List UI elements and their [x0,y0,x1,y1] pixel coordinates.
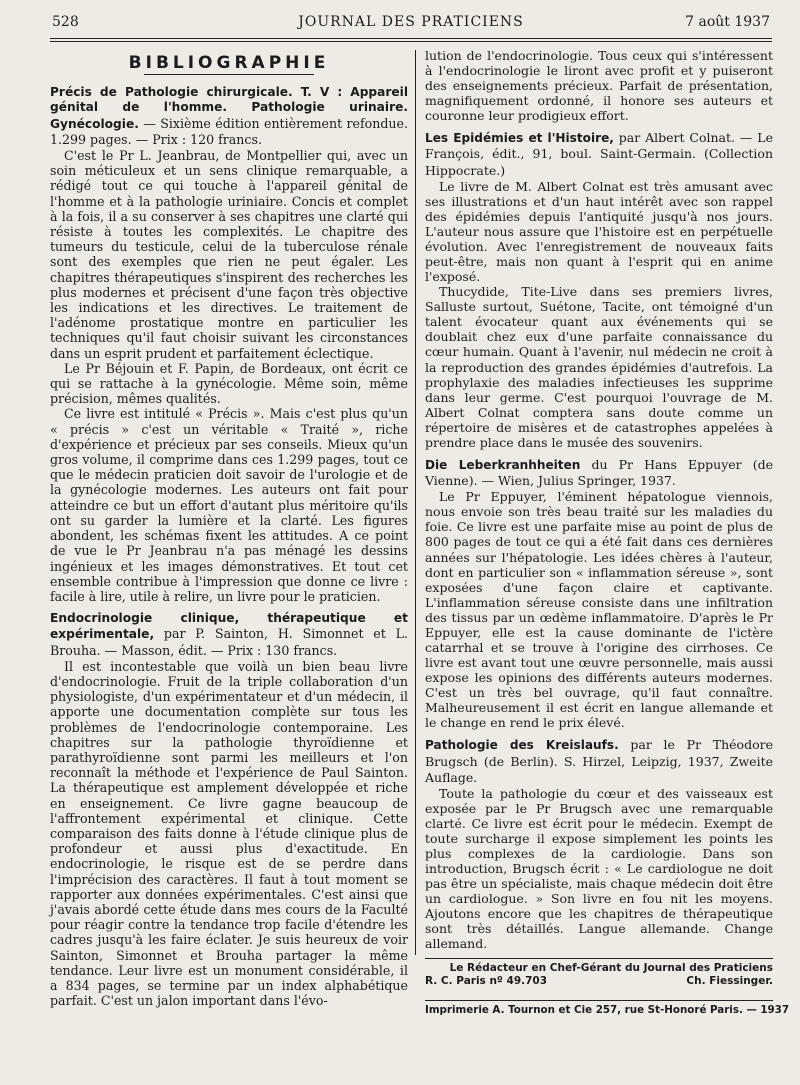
imprimerie-line: Imprimerie A. Tournon et Cie 257, rue St-Honoré Paris. — 1937 [425,1004,790,1016]
footer-rule-2 [425,1000,773,1001]
review-title [425,457,773,489]
review-title-details: du Pr Hans Eppuyer (de Vienne). — Wien, Julius Springer, 1937. [425,457,773,489]
review-title-bold: Précis de Pathologie chirurgicale. T. V : Appareil génital de l'homme. Pathologie urinaire. Gynécologie. [50,85,408,131]
paragraph: Ce livre est intitulé « Précis ». Mais c'est plus qu'un « précis » c'est un véritable « Traité », riche d'expérience et précieux par ses conseils. Mieux qu'un gros volume, il comprime dans ces 1.299 pages, tout ce que le médecin praticien doit savoir de l'urologie et de la gynécologie modernes. Les auteurs ont fait pour atteindre ce but un effort d'autant plus méritoire qu'ils ont su garder la lumière et la clarté. Les figures abondent, les schémas fixent les attitudes. A ce point de vue le Pr Jeanbrau n'a pas ménagé les dessins ingénieux et les images démonstratives. Et tout cet ensemble contribue à l'impression que donne ce livre : facile à lire, utile à relire, un livre pour le praticien. [50,406,408,604]
review-title-bold: Les Epidémies et l'Histoire, [425,131,614,146]
column-divider [415,50,416,955]
running-header [52,14,770,34]
review-title-details: par Albert Colnat. — Le François, édit., 91, boul. Saint-Germain. (Collection Hippocrate.) [425,130,773,178]
review-title-details: par P. Sainton, H. Simonnet et L. Brouha. — Masson, édit. — Prix : 130 francs. [50,626,408,658]
paragraph: Le livre de M. Albert Colnat est très amusant avec ses illustrations et d'un haut intérêt avec son rappel des épidémies depuis l'antiquité jusqu'à nos jours. L'auteur nous assure que l'histoire est en perpétuelle évolution. Avec l'enregistrement de nouveaux faits peut-être, mais non quant à l'esprit qui en anime l'exposé. [425,178,773,285]
header-rule [50,38,772,39]
footer-signature [425,962,773,988]
right-column [425,48,773,952]
review-title-bold: Endocrinologie clinique, thérapeutique et expérimentale, [50,611,408,642]
journal-title: JOURNAL DES PRATICIENS [298,14,524,30]
review-title-bold: Die Leberkranhheiten [425,458,581,473]
left-column [50,52,408,1008]
redacteur-line: Le Rédacteur en Chef-Gérant du Journal des Praticiens [449,962,773,974]
review-title-details: par le Pr Théodore Brugsch (de Berlin). S. Hirzel, Leipzig, 1937, Zweite Auflage. [425,737,773,785]
gerant-name: Ch. Fiessinger. [686,975,773,987]
paragraph: Thucydide, Tite-Live dans ses premiers livres, Salluste surtout, Suétone, Tacite, ont témoigné d'un talent évocateur quant aux événements qui se doublait chez eux d'une parfaite connaissance du cœur humain. Quant à l'avenir, nul médecin ne croit à la reproduction des grandes épidémies d'autrefois. La prophylaxie des maladies infectieuses les supprime dans leur germe. C'est pourquoi l'ouvrage de M. Albert Colnat comptera sans doute comme un répertoire de misères et de catastrophes appelées à prendre place dans le musée des souvenirs. [425,284,773,450]
section-title: BIBLIOGRAPHIE [128,53,330,73]
review-title [50,85,408,148]
paragraph: Le Pr Eppuyer, l'éminent hépatologue viennois, nous envoie son très beau traité sur les maladies du foie. Ce livre est une parfaite mise au point de plus de 800 pages de tout ce qui a été fait dans ces dernières années sur l'hépatologie. Les idées chères à l'auteur, dont en particulier son « inflammation séreuse », sont exposées d'une façon claire et captivante. L'inflammation séreuse consiste dans une infiltration des tissus par un œdème inflammatoire. D'après le Pr Eppuyer, elle est la cause dominante de l'ictère catarrhal et se trouve à l'origine des cirrhoses. Ce livre est avant tout une œuvre personnelle, mais aussi expose les opinions des différents auteurs modernes. C'est un très bel ouvrage, qu'il faut connaître. Malheureusement il est écrit en langue allemande et le change en rend le prix élevé. [425,489,773,731]
header-rule-thin [50,41,772,42]
continued-paragraph: lution de l'endocrinologie. Tous ceux qui s'intéressent à l'endocrinologie le liront avec profit et y puiseront des enseignements précieux. Parfait de présentation, magnifiquement ordonné, il honore ses auteurs et couronne leur prodigieux effort. [425,48,773,124]
section-title-underline [144,74,314,75]
review-title [50,611,408,659]
review-title [425,130,773,178]
review-title-bold: Pathologie des Kreislaufs. [425,738,619,753]
page-number: 528 [52,14,79,30]
review-title-details: — Sixième édition entièrement refondue. 1.299 pages. — Prix : 120 francs. [50,115,408,147]
paragraph: Le Pr Béjouin et F. Papin, de Bordeaux, ont écrit ce qui se rattache à la gynécologie. Même soin, même précision, mêmes qualités. [50,360,408,407]
footer-rule [425,958,773,959]
paragraph: Toute la pathologie du cœur et des vaisseaux est exposée par le Pr Brugsch avec une remarquable clarté. Ce livre est écrit pour le médecin. Exempt de toute surcharge il expose simplement les points les plus complexes de la cardiologie. Dans son introduction, Brugsch écrit : « Le cardiologue ne doit pas être un spécialiste, mais chaque médecin doit être un cardiologue. » Son livre en fou nit les moyens. Ajoutons encore que les chapitres de thérapeutique sont très détaillés. Langue allemande. Change allemand. [425,785,773,952]
paragraph: C'est le Pr L. Jeanbrau, de Montpellier qui, avec un soin méticuleux et un sens clinique remarquable, a rédigé tout ce qui touche à l'appareil génital de l'homme et à la pathologie uriniaire. Concis et complet à la fois, il a su conserver à ses chapitres une clarté qui résiste à toutes les complexités. Le chapitre des tumeurs du testicule, celui de la tuberculose rénale sont des exemples que rien ne peut égaler. Les chapitres thérapeutiques s'inspirent des recherches les plus modernes et précisent d'une façon très objective les indications et les directives. Le traitement de l'adénome prostatique montre en particulier les techniques qu'il faut choisir suivant les circonstances dans un esprit prudent et parfaitement éclectique. [50,148,408,361]
paragraph: Il est incontestable que voilà un bien beau livre d'endocrinologie. Fruit de la triple collaboration d'un physiologiste, d'un expérimentateur et d'un médecin, il apporte une documentation complète sur tous les problèmes de l'endocrinologie contemporaine. Les chapitres sur la pathologie thyroïdienne et parathyroïdienne sont parmi les meilleurs et l'on reconnaît la méthode et l'expérience de Paul Sainton. La thérapeutique est amplement développée et riche en enseignement. Ce livre gagne beaucoup de l'affrontement expérimental et clinique. Cette comparaison des faits donne à l'étude clinique plus de profondeur et aussi plus d'exactitude. En endocrinologie, le risque est de se perdre dans l'imprécision des caractères. Il faut à tout moment se rapporter aux données expérimentales. C'est ainsi que j'avais abordé cette étude dans mes cours de la Faculté pour réagir contre la tendance trop facile d'étendre les cadres jusqu'à les faire éclater. Je suis heureux de voir Sainton, Simonnet et Brouha partager la même tendance. Leur livre est un monument considérable, il a 834 pages, se termine par un index alphabétique parfait. C'est un jalon important dans l'évo- [50,658,408,1009]
review-title [425,737,773,785]
issue-date: 7 août 1937 [685,14,770,30]
rc-number: R. C. Paris nº 49.703 [425,975,548,987]
